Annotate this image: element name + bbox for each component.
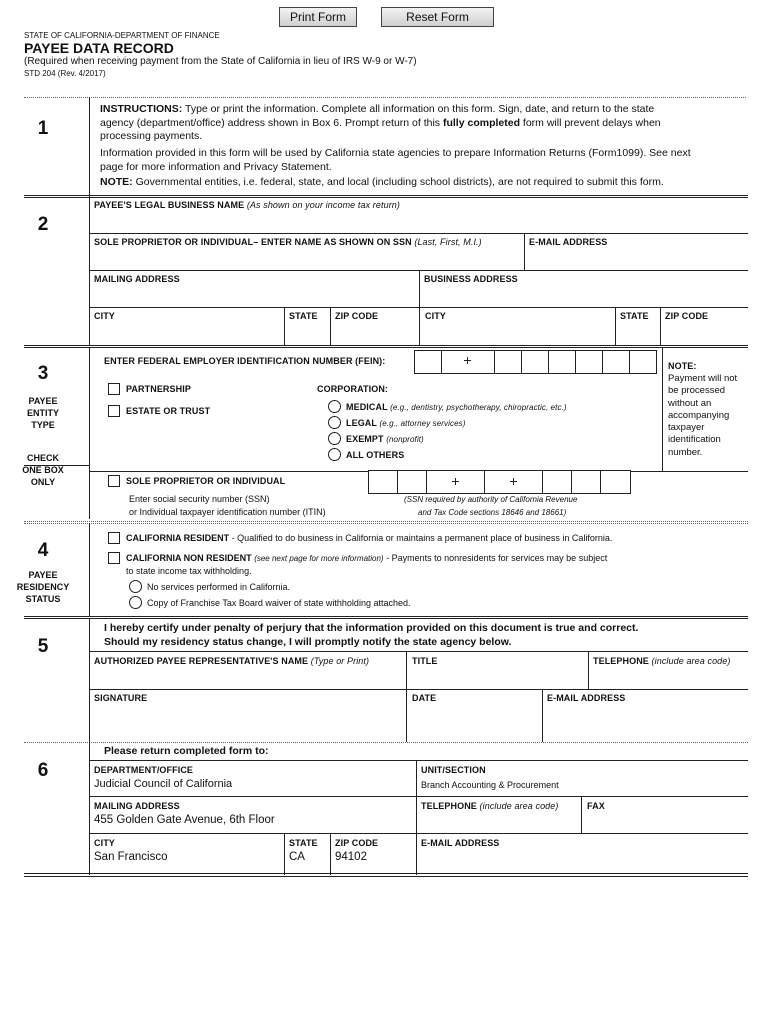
certification-line-2: Should my residency status change, I will promptly notify the state agency below.: [104, 636, 512, 648]
estate-trust-label: ESTATE OR TRUST: [126, 406, 211, 416]
rep-name-field[interactable]: [90, 668, 404, 687]
ca-nonresident-label-2: to state income tax withholding.: [126, 566, 252, 576]
ca-nonresident-label: CALIFORNIA NON RESIDENT (see next page for more information) - Payments to nonresidents for services may be subject: [126, 553, 608, 563]
legal-name-field[interactable]: [90, 212, 747, 232]
all-others-label: ALL OTHERS: [346, 450, 405, 460]
ssn-instruction-2: or Individual taxpayer identification number (ITIN): [129, 507, 326, 517]
mailing-address-field[interactable]: [90, 287, 417, 305]
corporation-label: CORPORATION:: [317, 384, 389, 394]
section-3-number: 3: [37, 363, 49, 384]
unit-section-label: UNIT/SECTION: [421, 765, 486, 775]
no-services-radio[interactable]: [129, 580, 142, 593]
waiver-attached-radio[interactable]: [129, 596, 142, 609]
email-field[interactable]: [526, 250, 747, 268]
note-text: NOTE: Governmental entities, i.e. federal, state, and local (including school districts), are not required to submit this form.: [100, 176, 664, 188]
sole-proprietor-checkbox[interactable]: [108, 475, 120, 487]
return-email-label: E-MAIL ADDRESS: [421, 838, 500, 848]
estate-trust-checkbox[interactable]: [108, 405, 120, 417]
business-city-label: CITY: [425, 311, 446, 321]
all-others-radio[interactable]: [328, 448, 341, 461]
business-address-field[interactable]: [421, 287, 747, 305]
legal-label: LEGAL (e.g., attorney services): [346, 418, 466, 428]
sole-proprietor-name-label: SOLE PROPRIETOR OR INDIVIDUAL– ENTER NAME AS SHOWN ON SSN (Last, First, M.I.): [94, 237, 482, 247]
department-value: Judicial Council of California: [94, 778, 233, 790]
print-form-button[interactable]: Print Form: [279, 7, 357, 27]
note-3-heading: NOTE:: [668, 361, 697, 371]
section-2-number: 2: [37, 214, 49, 235]
fein-label: ENTER FEDERAL EMPLOYER IDENTIFICATION NUMBER (FEIN):: [104, 356, 386, 366]
exempt-label: EXEMPT (nonprofit): [346, 434, 424, 444]
return-zip-label: ZIP CODE: [335, 838, 379, 848]
agency-name: STATE OF CALIFORNIA-DEPARTMENT OF FINANCE: [24, 31, 220, 40]
instructions-text: INSTRUCTIONS: Type or print the information. Complete all information on this form. Sign, date, and return to the state agency (department/office) address shown in Box 6. Prompt return of this fully completed form will prevent delays when processing payments.: [100, 103, 661, 142]
medical-radio[interactable]: [328, 400, 341, 413]
return-city-value: San Francisco: [94, 851, 168, 863]
rep-email-field[interactable]: [544, 706, 747, 740]
signature-label: SIGNATURE: [94, 693, 148, 703]
legal-radio[interactable]: [328, 416, 341, 429]
return-zip-value: 94102: [335, 851, 367, 863]
mailing-address-label: MAILING ADDRESS: [94, 274, 180, 284]
ssn-authority-note-1: (SSN required by authority of California Revenue: [404, 495, 578, 504]
partnership-checkbox[interactable]: [108, 383, 120, 395]
ca-nonresident-checkbox[interactable]: [108, 552, 120, 564]
section-5-number: 5: [37, 636, 49, 657]
title-label: TITLE: [412, 656, 438, 666]
legal-name-label: PAYEE'S LEGAL BUSINESS NAME (As shown on your income tax return): [94, 200, 400, 210]
title-field[interactable]: [408, 668, 586, 687]
rep-email-label: E-MAIL ADDRESS: [547, 693, 626, 703]
zip-label: ZIP CODE: [335, 311, 379, 321]
medical-label: MEDICAL (e.g., dentistry, psychotherapy, chiropractic, etc.): [346, 402, 567, 412]
form-title: PAYEE DATA RECORD: [24, 40, 174, 56]
business-address-label: BUSINESS ADDRESS: [424, 274, 518, 284]
ssn-authority-note-2: and Tax Code sections 18646 and 18661): [418, 508, 567, 517]
partnership-label: PARTNERSHIP: [126, 384, 191, 394]
check-one-box-label: CHECK ONE BOX ONLY: [22, 453, 64, 487]
date-field[interactable]: [408, 706, 540, 740]
email-label: E-MAIL ADDRESS: [529, 237, 608, 247]
form-subtitle: (Required when receiving payment from the State of California in lieu of IRS W-9 or W-7): [24, 56, 417, 67]
return-instructions: Please return completed form to:: [104, 745, 269, 757]
residency-status-label: PAYEE RESIDENCY STATUS: [16, 570, 70, 604]
section-1-number: 1: [37, 118, 49, 139]
rep-name-label: AUTHORIZED PAYEE REPRESENTATIVE'S NAME (Type or Print): [94, 656, 370, 666]
rep-telephone-label: TELEPHONE (include area code): [593, 656, 731, 666]
no-services-label: No services performed in California.: [147, 582, 291, 592]
information-text: Information provided in this form will be used by California state agencies to prepare Information Returns (Form1099). See next page for more information and Privacy Statement.: [100, 147, 691, 173]
unit-section-value: Branch Accounting & Procurement: [421, 780, 559, 790]
reset-form-button[interactable]: Reset Form: [381, 7, 494, 27]
section-4-number: 4: [37, 540, 49, 561]
state-label: STATE: [289, 311, 318, 321]
return-mailing-address-value: 455 Golden Gate Avenue, 6th Floor: [94, 814, 275, 826]
fax-label: FAX: [587, 801, 605, 811]
exempt-radio[interactable]: [328, 432, 341, 445]
rep-telephone-field[interactable]: [590, 668, 747, 687]
ssn-instruction-1: Enter social security number (SSN): [129, 494, 270, 504]
business-zip-label: ZIP CODE: [665, 311, 709, 321]
note-3-text: Payment will not be processed without an accompanying taxpayer identification number.: [668, 373, 738, 458]
sole-proprietor-label: SOLE PROPRIETOR OR INDIVIDUAL: [126, 476, 286, 486]
city-label: CITY: [94, 311, 115, 321]
return-city-label: CITY: [94, 838, 115, 848]
return-telephone-label: TELEPHONE (include area code): [421, 801, 559, 811]
return-state-value: CA: [289, 851, 305, 863]
date-label: DATE: [412, 693, 437, 703]
ca-resident-checkbox[interactable]: [108, 532, 120, 544]
return-mailing-address-label: MAILING ADDRESS: [94, 801, 180, 811]
certification-line-1: I hereby certify under penalty of perjury that the information provided on this document is true and correct.: [104, 622, 639, 634]
form-id: STD 204 (Rev. 4/2017): [24, 69, 106, 78]
business-state-label: STATE: [620, 311, 649, 321]
sole-proprietor-name-field[interactable]: [90, 250, 522, 268]
entity-type-label: PAYEE ENTITY TYPE: [26, 396, 59, 430]
signature-field[interactable]: [90, 706, 404, 740]
ca-resident-label: CALIFORNIA RESIDENT - Qualified to do business in California or maintains a permanent place of business in California.: [126, 533, 613, 543]
department-label: DEPARTMENT/OFFICE: [94, 765, 194, 775]
return-state-label: STATE: [289, 838, 318, 848]
waiver-attached-label: Copy of Franchise Tax Board waiver of state withholding attached.: [147, 598, 411, 608]
section-6-number: 6: [37, 760, 49, 781]
